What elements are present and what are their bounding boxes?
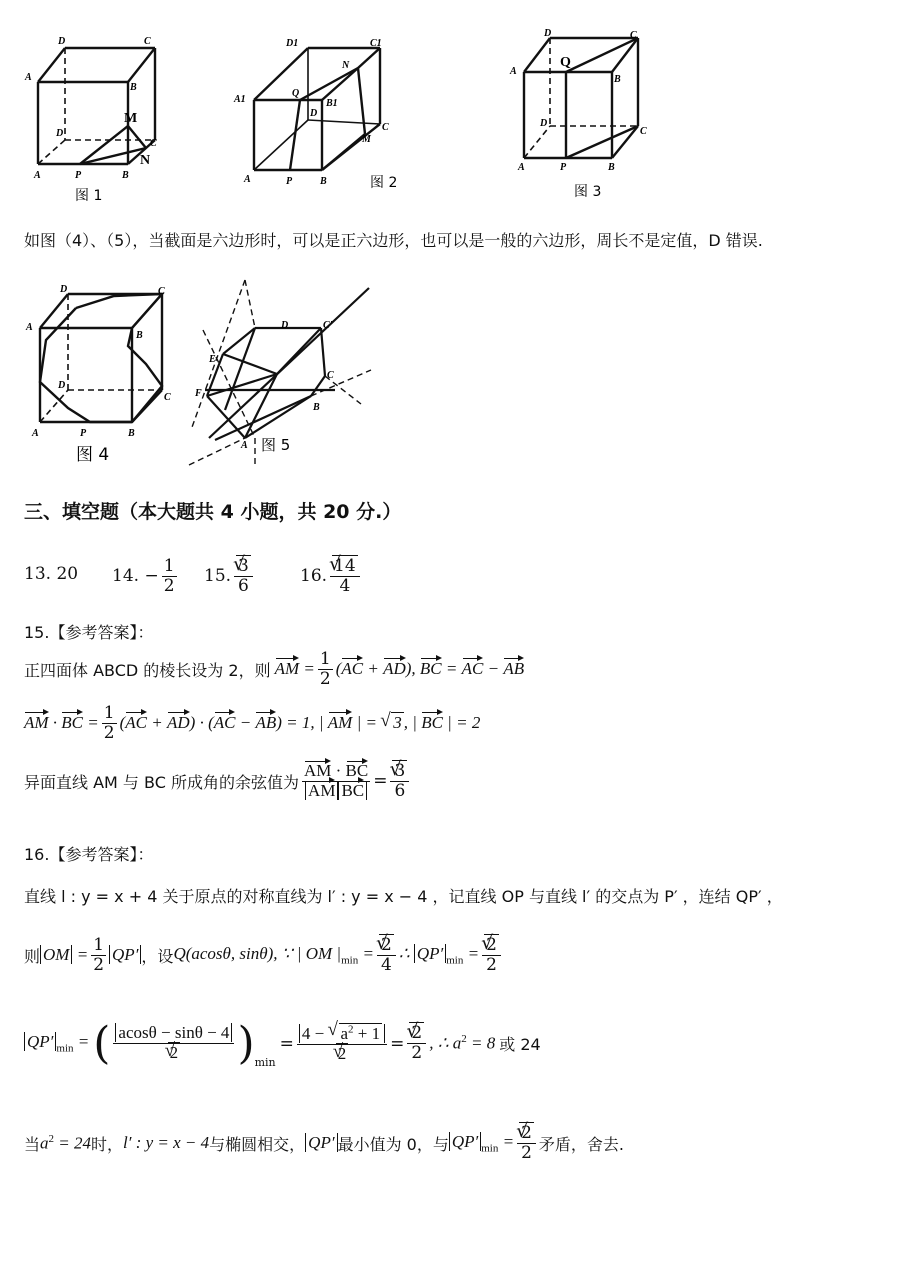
- ref-answer-15: 15.【参考答案】：: [24, 623, 154, 642]
- figure-4: [20, 276, 185, 466]
- fig4-label-D1: D: [60, 284, 68, 295]
- answer-13: 13. 20: [24, 564, 79, 584]
- option-d-explanation: 如图（4）、（5），当截面是六边形时，可以是正六边形，也可以是一般的六边形，周长不是定值，D 错误.: [24, 231, 763, 250]
- fig2-caption: 图 2: [370, 175, 398, 191]
- fig1-label-C: C: [150, 138, 157, 149]
- fig1-label-C1: C: [144, 36, 151, 47]
- fig2-label-A1: A1: [234, 94, 246, 105]
- q16-line-1: 直线 l : y = x + 4 关于原点的对称直线为 l′ : y = x − 4 ，记直线 OP 与直线 l′ 的交点为 P′ ，连结 QP′ ，: [24, 887, 783, 906]
- fig2-label-D: D: [310, 108, 318, 119]
- fig2-label-D1: D1: [286, 38, 299, 49]
- fig1-label-D1: D: [58, 36, 66, 47]
- fig5-label-F: F: [195, 388, 202, 399]
- fig4-label-B1: B: [136, 330, 143, 341]
- fig2-label-Q: Q: [292, 88, 300, 99]
- figure-1: [20, 30, 180, 210]
- fig1-label-B: B: [122, 170, 129, 181]
- ref-answer-16: 16.【参考答案】：: [24, 845, 154, 864]
- fig3-label-B1: B: [614, 74, 621, 85]
- fig4-label-C: C: [164, 392, 171, 403]
- q16-line-3: QP′ $_{min}$ = ( acosθ − sinθ − 4 √ 2 ) $_{min}$ = 4 − √ $a^2 + 1$ √ 2 = √ $\frac{2}{2}$ , ∴ $a^2 = 8$ 或 24: [24, 1018, 541, 1069]
- fig5-label-C: C: [327, 370, 334, 381]
- fig3-label-B: B: [608, 162, 615, 173]
- fig3-label-A1: A: [510, 66, 517, 77]
- q15-line-1: 正四面体 ABCD 的棱长设为 2，则 AM = $\frac{1}{2}$ (AC + AD), BC = AC − AB: [24, 649, 525, 689]
- fig4-label-B: B: [128, 428, 135, 439]
- fig3-label-C: C: [640, 126, 647, 137]
- fig3-caption: 图 3: [574, 184, 602, 200]
- figure-2: [230, 30, 410, 200]
- fig4-label-A: A: [32, 428, 39, 439]
- fig5-label-A: A: [241, 440, 248, 451]
- fig1-label-M: M: [124, 111, 138, 126]
- fig2-label-C1: C1: [370, 38, 382, 49]
- fig4-caption: 图 4: [76, 445, 110, 465]
- fig2-label-A: A: [244, 174, 251, 185]
- q16-line-4: 当 $a^2 = 24$ 时， l′ : y = x − 4 与椭圆相交， QP′ 最小值为 0，与 QP′ $_{min}$ = √ $\frac{2}{2}$ 矛盾，舍去.: [24, 1124, 624, 1162]
- fig5-label-Cprime: C': [323, 320, 333, 331]
- fig4-label-A1: A: [26, 322, 33, 333]
- fig5-label-D: D: [281, 320, 289, 331]
- fig1-label-A: A: [34, 170, 41, 181]
- q16-line-2: 则 OM = $\frac{1}{2}$ QP′ ，设 Q(acosθ, sinθ), ∵ | OM $|_{min}$ = √ $\frac{2}{4}$ ∴ QP′ $_{min}$ = √ $\frac{2}{2}$: [24, 936, 504, 974]
- fig1-label-D: D: [56, 128, 64, 139]
- figure-5: [185, 270, 375, 470]
- fig2-label-B1: B1: [326, 98, 338, 109]
- fig4-label-D: D: [58, 380, 66, 391]
- fig3-label-D1: D: [544, 28, 552, 39]
- fig2-label-N: N: [342, 60, 350, 71]
- figure-3: [506, 26, 666, 206]
- fig2-label-C: C: [382, 122, 389, 133]
- fig5-label-B: B: [313, 402, 320, 413]
- answer-16: 16. √ $\frac{14}{4}$: [300, 556, 363, 596]
- answer-14: 14. − $\frac{1}{2}$: [112, 555, 175, 596]
- fig1-label-P: P: [75, 170, 82, 181]
- fig3-label-P: P: [560, 162, 567, 173]
- fig3-label-C1: C: [630, 30, 637, 41]
- fig3-label-A: A: [518, 162, 525, 173]
- fig5-label-E: E: [209, 354, 216, 365]
- answer-15: 15. √ $\frac{3}{6}$: [204, 556, 256, 596]
- fig1-caption: 图 1: [75, 188, 103, 204]
- fig2-label-M: M: [362, 134, 371, 145]
- fig4-label-C1: C: [158, 286, 165, 297]
- fig2-label-P: P: [286, 176, 293, 187]
- fig3-label-D: D: [540, 118, 548, 129]
- fig1-label-B1: B: [130, 82, 137, 93]
- fig1-label-A1: A: [25, 72, 32, 83]
- q15-line-3: 异面直线 AM 与 BC 所成角的余弦值为 $\frac{AM \cdot BC}{\text{AM BC}}$ = √ $\frac{3}{6}$: [24, 762, 412, 800]
- fig4-label-P: P: [80, 428, 87, 439]
- section-heading: 三、填空题（本大题共 4 小题，共 20 分.）: [24, 501, 402, 523]
- fig3-label-Q: Q: [560, 55, 571, 70]
- q15-line-2: AM · BC = $\frac{1}{2}$ (AC + AD) · (AC − AB) = 1, | AM | = √ 3 , | BC | = 2: [24, 704, 480, 742]
- fig1-label-N: N: [140, 153, 151, 168]
- fig5-caption: 图 5: [261, 436, 291, 454]
- fig2-label-B: B: [320, 176, 327, 187]
